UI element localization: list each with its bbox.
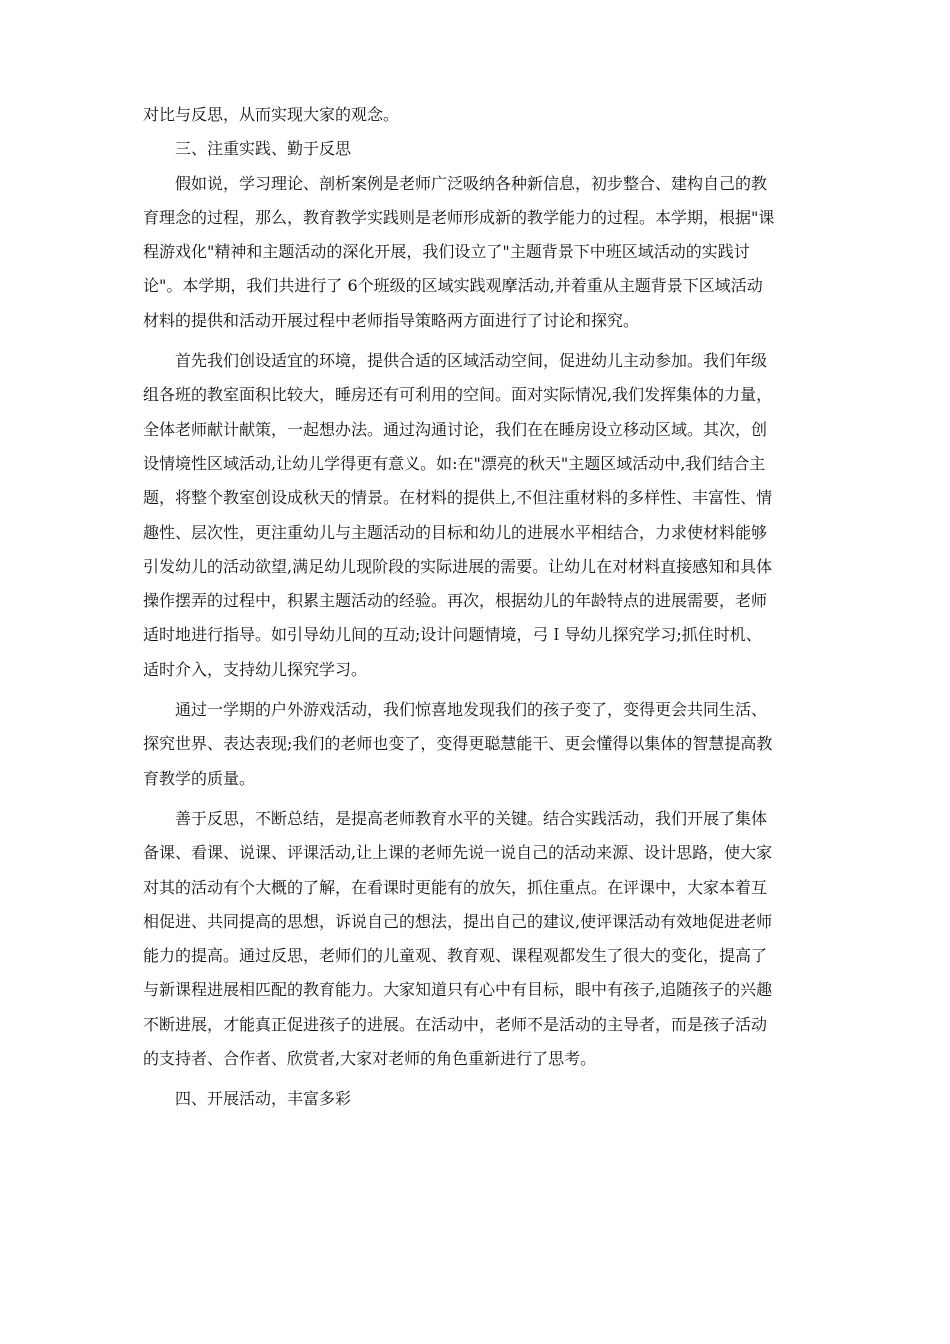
paragraph-4 [143, 802, 818, 1076]
text-line: 相促进、共同提高的思想，诉说自己的想法，提出自己的建议,使评课活动有效地促进老师 [143, 911, 773, 931]
text-line: 操作摆弄的过程中，积累主题活动的经验。再次，根据幼儿的年龄特点的进展需要，老师 [143, 591, 768, 611]
text-line: 通过一学期的户外游戏活动，我们惊喜地发现我们的孩子变了，变得更会共同生活、 [175, 700, 768, 720]
text-line: 趣性、层次性，更注重幼儿与主题活动的目标和幼儿的进展水平相结合，力求使材料能够 [143, 522, 768, 542]
paragraph-1 [143, 167, 818, 338]
text-line: 与新课程进展相匹配的教育能力。大家知道只有心中有目标，眼中有孩子,追随孩子的兴趣 [143, 980, 773, 1000]
text-line: 材料的提供和活动开展过程中老师指导策略两方面进行了讨论和探究。 [143, 310, 640, 330]
heading-text: 三、注重实践、勤于反思 [175, 139, 352, 159]
text-line: 育理念的过程，那么，教育教学实践则是老师形成新的教学能力的过程。本学期，根据"课 [143, 207, 775, 227]
text-line: 能力的提高。通过反思，老师们的儿童观、教育观、课程观都发生了很大的变化，提高了 [143, 946, 768, 966]
section-heading-3 [143, 132, 818, 166]
text-line: 题，将整个教室创设成秋天的情景。在材料的提供上,不但注重材料的多样性、丰富性、情 [143, 488, 773, 508]
text-line: 适时地进行指导。如引导幼儿间的互动;设计问题情境，弓Ｉ导幼儿探究学习;抓住时机、 [143, 625, 762, 645]
paragraph-3 [143, 693, 818, 796]
text-line: 全体老师献计献策，一起想办法。通过沟通讨论，我们在在睡房设立移动区域。其次，创 [143, 419, 768, 439]
text-line: 对其的活动有个大概的了解，在看课时更能有的放矢，抓住重点。在评课中，大家本着互 [143, 877, 768, 897]
text-line: 适时介入，支持幼儿探究学习。 [143, 659, 368, 679]
text-line: 不断进展，才能真正促进孩子的进展。在活动中，老师不是活动的主导者，而是孩子活动 [143, 1014, 768, 1034]
text-line: 的支持者、合作者、欣赏者,大家对老师的角色重新进行了思考。 [143, 1049, 597, 1069]
text-line: 论"。本学期，我们共进行了 6个班级的区域实践观摩活动,并着重从主题背景下区域活动 [143, 276, 763, 296]
text-line: 组各班的教室面积比较大，睡房还有可利用的空间。面对实际情况,我们发挥集体的力量， [143, 385, 773, 405]
text-line: 设情境性区域活动,让幼儿学得更有意义。如:在"漂亮的秋天"主题区域活动中,我们结合主 [143, 453, 766, 473]
text-line: 程游戏化"精神和主题活动的深化开展，我们设立了"主题背景下中班区域活动的实践讨 [143, 242, 750, 262]
heading-text: 四、开展活动，丰富多彩 [175, 1089, 352, 1109]
document-body [143, 98, 818, 1117]
text-line: 首先我们创设适宜的环境，提供合适的区域活动空间，促进幼儿主动参加。我们年级 [175, 351, 768, 371]
text-line: 探究世界、表达表现;我们的老师也变了，变得更聪慧能干、更会懂得以集体的智慧提高教 [143, 734, 773, 754]
paragraph-2 [143, 344, 818, 687]
text-line: 引发幼儿的活动欲望,满足幼儿现阶段的实际进展的需要。让幼儿在对材料直接感知和具体 [143, 556, 773, 576]
text-line: 假如说，学习理论、剖析案例是老师广泛吸纳各种新信息，初步整合、建构自己的教 [175, 173, 768, 193]
section-heading-4 [143, 1082, 818, 1116]
text-line: 对比与反思，从而实现大家的观念。 [143, 105, 400, 124]
text-line: 备课、看课、说课、评课活动,让上课的老师先说一说自己的活动来源、设计思路，使大家 [143, 843, 773, 863]
text-line: 育教学的质量。 [143, 768, 256, 788]
continuation-paragraph [143, 98, 818, 132]
text-line: 善于反思，不断总结，是提高老师教育水平的关键。结合实践活动，我们开展了集体 [175, 808, 768, 828]
